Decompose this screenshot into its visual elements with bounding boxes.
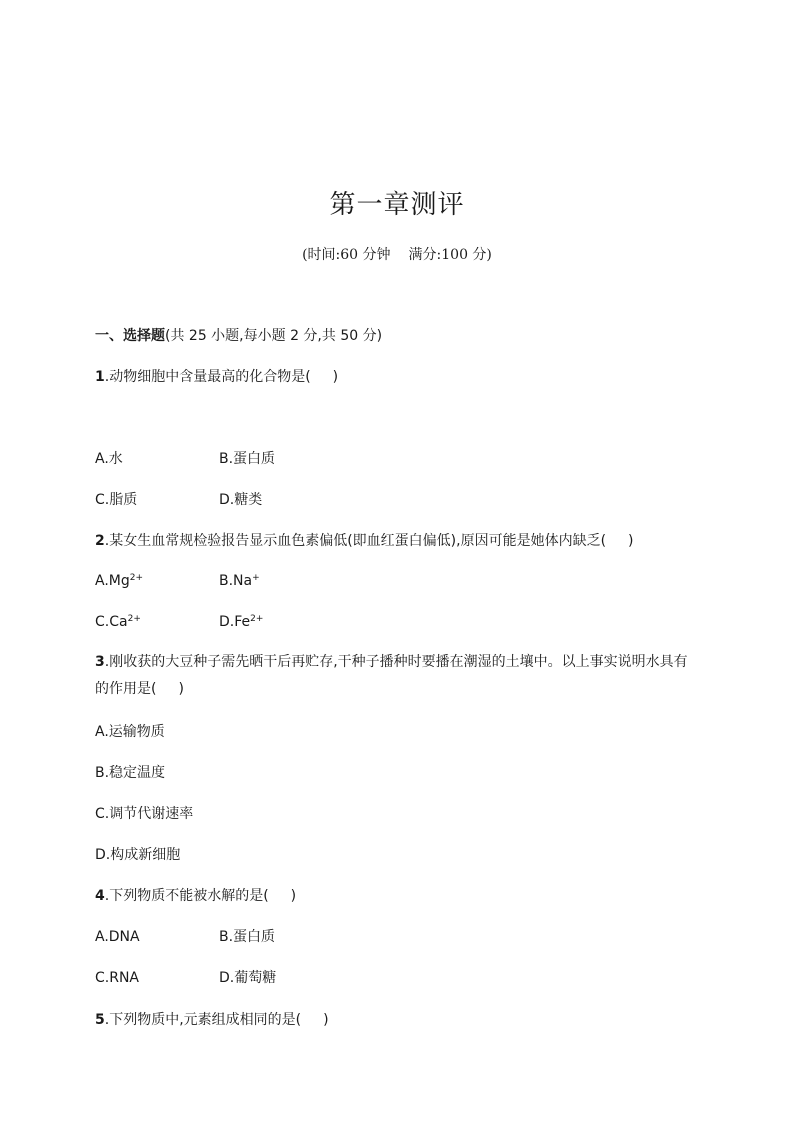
exam-info: [0, 244, 794, 264]
question-text: .下列物质不能被水解的是(: [104, 888, 269, 904]
question-number: 3: [95, 654, 105, 670]
question-text: .某女生血常规检验报告显示血色素偏低(即血红蛋白偏低),原因可能是她体内缺乏(: [104, 533, 607, 549]
ion-charge: 2+: [250, 614, 264, 624]
option-d: D.葡萄糖: [219, 970, 277, 986]
question-close: ): [323, 1012, 329, 1028]
option-c: C.调节代谢速率: [95, 806, 194, 822]
option-b: [219, 571, 260, 591]
question-number: 4: [95, 888, 105, 904]
option-c: [95, 612, 141, 632]
section-note: (共 25 小题,每小题 2 分,共 50 分): [165, 328, 383, 344]
option-d: D.糖类: [219, 492, 263, 508]
question-number: 1: [95, 369, 105, 385]
question-2: [95, 531, 634, 551]
option-b: B.蛋白质: [219, 929, 276, 945]
question-close: ): [290, 888, 297, 904]
exam-score: 满分:100 分): [408, 247, 492, 263]
question-number: 2: [95, 533, 105, 549]
option-label: A.Mg: [95, 573, 130, 589]
option-a: A.水: [95, 451, 123, 467]
section-head: 一、选择题: [95, 328, 165, 344]
question-4: [95, 886, 296, 906]
question-close: ): [332, 369, 339, 385]
section-heading: [95, 326, 382, 346]
ion-charge: 2+: [129, 573, 144, 583]
question-text: .下列物质中,元素组成相同的是(: [104, 1012, 302, 1028]
question-text: .刚收获的大豆种子需先晒干后再贮存,干种子播种时要播在潮湿的土壤中。以上事实说明水具有的作用是(: [95, 654, 688, 697]
option-label: B.Na: [219, 573, 253, 589]
option-a: [95, 571, 143, 591]
question-close: ): [628, 533, 634, 549]
option-d: [219, 612, 263, 632]
option-c: C.脂质: [95, 492, 138, 508]
question-5: [95, 1010, 329, 1030]
ion-charge: 2+: [127, 614, 141, 624]
exam-time: (时间:60 分钟: [302, 247, 391, 263]
question-3: [95, 649, 695, 703]
option-c: C.RNA: [95, 970, 140, 986]
question-close: ): [178, 681, 184, 697]
question-number: 5: [95, 1012, 105, 1028]
page-title: 第一章测评: [329, 190, 465, 220]
option-label: D.Fe: [219, 614, 251, 630]
option-b: B.稳定温度: [95, 765, 166, 781]
option-d: D.构成新细胞: [95, 847, 181, 863]
option-label: C.Ca: [95, 614, 128, 630]
option-a: A.DNA: [95, 929, 140, 945]
question-1: [95, 367, 338, 387]
option-b: B.蛋白质: [219, 451, 276, 467]
option-a: A.运输物质: [95, 724, 165, 740]
question-text: .动物细胞中含量最高的化合物是(: [104, 369, 311, 385]
ion-charge: +: [252, 573, 260, 583]
